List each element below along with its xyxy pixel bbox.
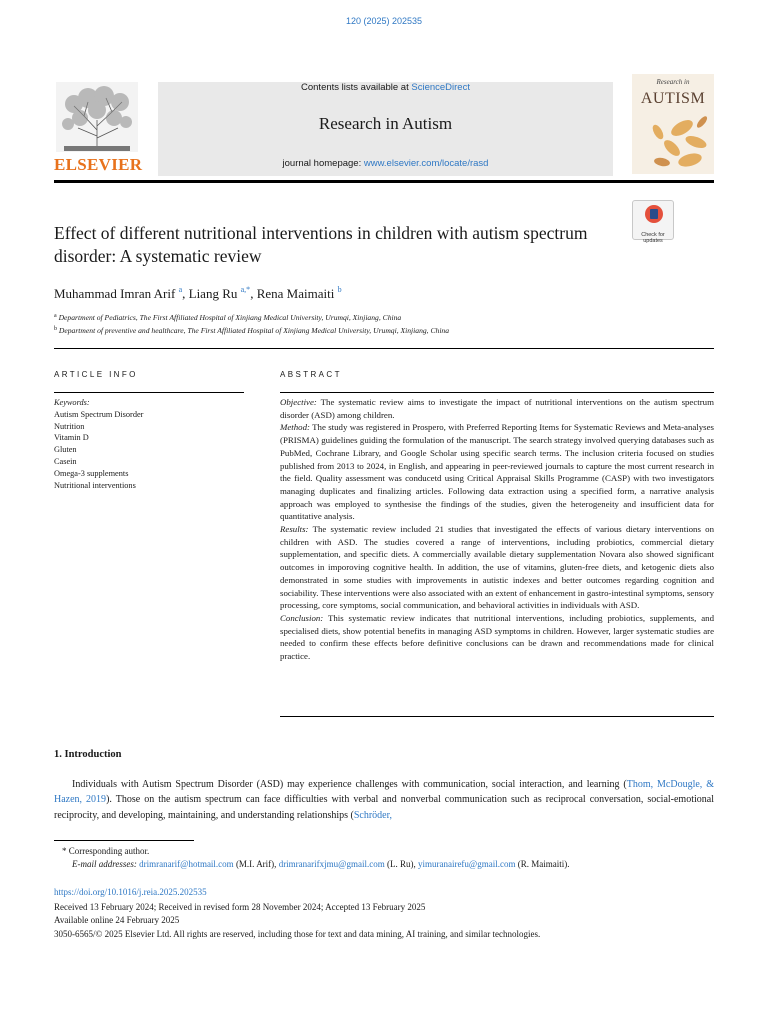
author-affiliation-mark[interactable]: b <box>337 285 342 294</box>
abstract-text: The study was registered in Prospero, with Preferred Reporting Items for Systematic Reviews and Meta-analyses (PRISMA) guidelines guiding the formulation of the manuscript. The search strategy involved querying databases such as PubMed, Cochrane Library, and Google Scholar using specific search terms. The inclusion criteria focused on studies published from 2013 to 2024, in English, and appearing in peer-reviewed journals to capture the most current research in the field. Quality assessment was conducetd using Critical Appraisal Skills Programme (CASP) with two investigators managing duplicates and finalizing articles. Following data extraction using a specified form, a narrative analysis approach was employed to synthesise the findings of the studies, given the heterogeneity and insufficient data for quantitative analysis. <box>280 422 714 522</box>
introduction-heading: 1. Introduction <box>54 749 122 760</box>
email-link[interactable]: yimuranairefu@gmail.com <box>417 859 516 869</box>
affiliation-a <box>54 313 714 322</box>
author-name[interactable]: Muhammad Imran Arif <box>54 286 176 301</box>
abstract-bottom-rule <box>280 716 714 717</box>
abstract-label: Results: <box>280 524 309 535</box>
keyword-item: Casein <box>54 456 77 466</box>
author-list: Muhammad Imran Arif $^a$, Liang Ru $^{a,*}$, Rena Maimaiti $^b$ <box>54 285 342 301</box>
abstract-label: Method: <box>280 422 310 433</box>
keyword-item: Vitamin D <box>54 433 89 443</box>
email-owner: (R. Maimaiti). <box>515 859 570 869</box>
check-updates-label: Check for updates <box>641 232 665 244</box>
author-name[interactable]: Liang Ru <box>188 286 238 301</box>
email-link[interactable]: drimranarifxjmu@gmail.com <box>278 859 385 869</box>
author-name[interactable]: Rena Maimaiti <box>256 286 335 301</box>
intro-text-part: ). Those on the autism spectrum can face difficulties with verbal and nonverbal communication such as reciprocal conversation, social-emotional reciprocity, and developing, maintaining, and understanding relationships ( <box>54 794 714 821</box>
journal-homepage-line <box>158 158 613 169</box>
publisher-name: ELSEVIER <box>54 155 143 174</box>
email-addresses <box>72 859 712 869</box>
introduction-paragraph <box>54 777 714 823</box>
affiliation-b <box>54 326 714 335</box>
abstract-objective <box>280 396 714 421</box>
paper-title: Effect of different nutritional interventions in children with autism spectrum disorder: A systematic review <box>54 223 588 266</box>
corresponding-author-note: * Corresponding author. <box>62 846 150 856</box>
email-link[interactable]: drimranarif@hotmail.com <box>139 859 234 869</box>
affiliation-mark: b <box>54 326 57 332</box>
abstract-body <box>280 396 714 663</box>
sciencedirect-link[interactable]: ScienceDirect <box>411 82 470 93</box>
abstract-text: The systematic review aims to investigate the impact of nutritional interventions on the autism spectrum disorder (ASD) among children. <box>280 397 714 420</box>
journal-homepage-link[interactable]: www.elsevier.com/locate/rasd <box>363 158 489 169</box>
affiliation-mark: a <box>54 313 57 319</box>
available-online-date: Available online 24 February 2025 <box>54 915 180 925</box>
intro-text-part: Individuals with Autism Spectrum Disorder (ASD) may experience challenges with communication, social interaction, and learning ( <box>72 779 627 790</box>
affiliation-text: Department of Pediatrics, The First Affiliated Hospital of Xinjiang Medical University, Urumqi, Xinjiang, China <box>58 313 402 322</box>
header-divider <box>54 180 714 183</box>
homepage-prefix: journal homepage: <box>282 158 364 169</box>
email-label: E-mail addresses: <box>72 859 137 869</box>
abstract-text: This systematic review indicates that nutritional interventions, including probiotics, supplements, and specialised diets, show potential benefits in managing ASD symptoms in children. However, larger systematic studies are needed to confirm these effects before definitive conclusions can be drawn and recommendations made for clinical practice. <box>280 612 714 662</box>
author-affiliation-mark[interactable]: a <box>178 285 183 294</box>
abstract-method <box>280 421 714 523</box>
abstract-text: The systematic review included 21 studies that investigated the effects of various dietary interventions on children with ASD. The studies covered a range of interventions, including probiotics, commercial dietary supplementation, and specific diets. A commercially available dietary supplementation Novara also showed significant outcomes in imporoving cognitive health. In addition, the use of vitamins, gluten-free diets, and ketogenic diets also demonstrated in some studies with improvements in autistic indexes and better outcomes regarding cognition and sociability. These interventions were also associated with an extent of enhancement in gastro-intestinal symptoms, sensory processing, core symptoms, social communication, and behavioral activities in individuals with ASD. <box>280 524 714 611</box>
copyright-notice: 3050-6565/© 2025 Elsevier Ltd. All rights are reserved, including those for text and data mining, AI training, and similar technologies. <box>54 929 541 939</box>
keywords-block <box>54 397 254 491</box>
email-owner: (M.I. Arif), <box>233 859 279 869</box>
keywords-title: Keywords: <box>54 398 90 407</box>
cover-label: Research in <box>656 78 690 86</box>
abstract-label: Objective: <box>280 397 317 407</box>
reference-link[interactable]: Thom, McDougle, & Hazen, 2019 <box>54 779 714 806</box>
keyword-item: Nutritional interventions <box>54 480 136 490</box>
keyword-item: Omega-3 supplements <box>54 468 129 478</box>
doi-link[interactable]: https://doi.org/10.1016/j.reia.2025.202535 <box>54 887 207 897</box>
keyword-item: Nutrition <box>54 421 85 431</box>
cover-title: AUTISM <box>640 90 706 107</box>
abstract-results <box>280 523 714 612</box>
affiliation-divider <box>54 348 714 349</box>
affiliation-text: Department of preventive and healthcare, The First Affiliated Hospital of Xinjiang Medical University, Urumqi, Xinjiang, China <box>58 326 450 335</box>
check-updates-icon <box>633 201 675 227</box>
author-affiliation-mark[interactable]: a,* <box>240 285 251 294</box>
contents-prefix: Contents lists available at <box>301 82 412 93</box>
abstract-rule <box>280 392 714 393</box>
journal-cover-image[interactable] <box>632 74 714 174</box>
abstract-conclusion <box>280 612 714 663</box>
abstract-label: Conclusion: <box>280 612 324 623</box>
check-for-updates-button[interactable] <box>632 200 674 244</box>
journal-title: Research in Autism <box>318 114 453 133</box>
footnote-rule <box>54 840 194 841</box>
keyword-item: Gluten <box>54 445 77 455</box>
article-info-rule <box>54 392 244 393</box>
email-owner: (L. Ru), <box>384 859 418 869</box>
journal-citation[interactable]: 120 (2025) 202535 <box>345 16 423 26</box>
received-dates: Received 13 February 2024; Received in revised form 28 November 2024; Accepted 13 February 2025 <box>54 902 426 912</box>
reference-link[interactable]: Schröder, <box>353 809 393 821</box>
article-info-heading: ARTICLE INFO <box>54 370 138 379</box>
keyword-item: Autism Spectrum Disorder <box>54 409 144 419</box>
cover-leaves-art <box>632 108 714 174</box>
contents-line <box>158 82 613 93</box>
abstract-heading: ABSTRACT <box>280 370 342 379</box>
